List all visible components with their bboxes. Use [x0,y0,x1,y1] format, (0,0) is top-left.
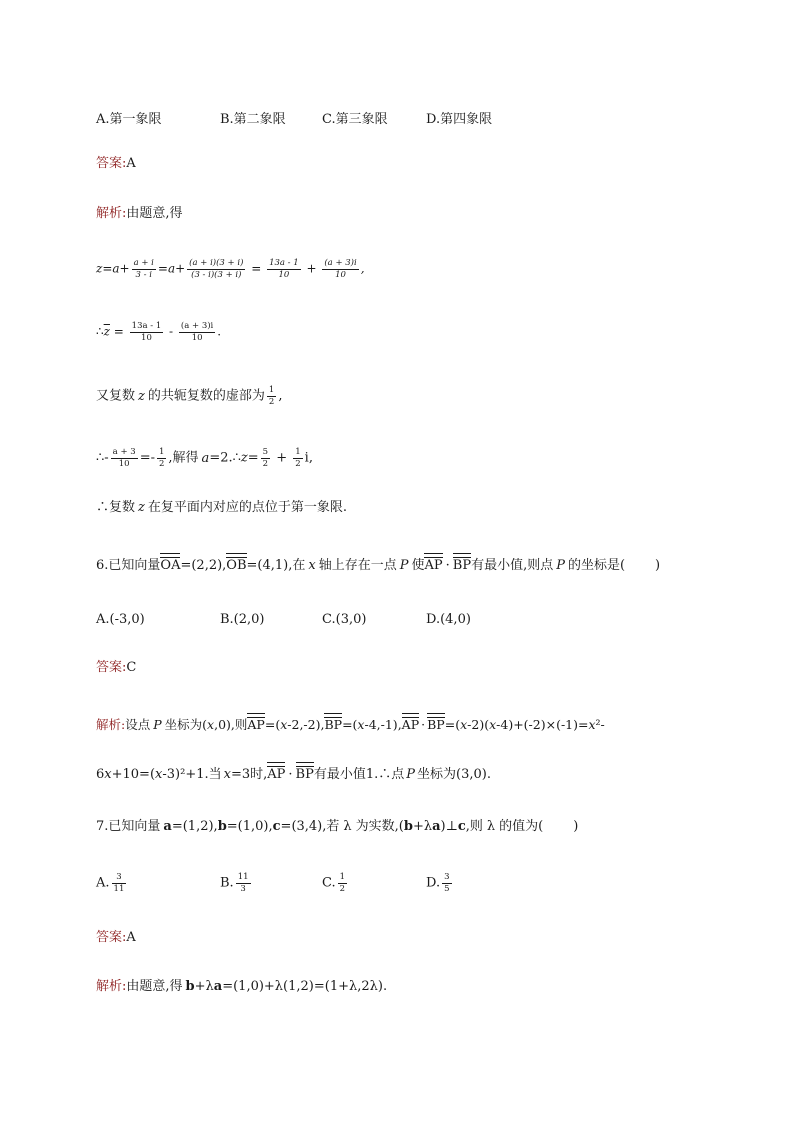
analysis-label: 解析: [96,717,126,732]
dot-op: · [445,558,450,573]
vector-ap: AP [401,717,420,732]
line5-text-b: 在复平面内对应的点位于第一象限. [147,500,348,515]
q6-option-b: B.(2,0) [220,612,265,627]
a2-t6: 坐标为(3,0). [417,767,491,782]
line4-text-a: ,解得 [168,450,199,466]
eq1-plus: + [302,261,321,276]
a1-t2: 坐标为( [164,717,208,732]
q7-t9: 的值为( [499,819,544,834]
q6-analysis-line1 [96,719,605,732]
a2-t3: -3)²+1.当 [162,767,222,782]
dot-op: · [288,767,293,782]
frac-den: 2 [262,458,269,469]
eq2-frac1 [130,321,164,343]
q6-t6: 的坐标是( [567,558,626,573]
frac-num: (a + 3)i [324,258,357,268]
var-lambda: λ [486,819,496,834]
q6-answer-line [96,661,136,674]
q7-answer-line [96,931,136,944]
q7-t8: ,则 [465,819,483,834]
frac-num: 3 [112,872,127,884]
q7a-t1: 由题意,得 [126,979,183,994]
line4-eq2: = [247,450,259,466]
q5-analysis-line [96,207,183,220]
answer-label: 答案: [96,660,127,675]
q7-option-a [96,872,128,894]
q5-line5 [96,501,347,514]
frac-num: 1 [268,385,275,395]
frac-den: 10 [335,269,346,280]
option-label: D. [426,875,441,891]
vector-bp: BP [452,558,472,573]
q7-option-d [426,872,454,894]
frac-num: 1 [339,872,346,882]
vector-a: a [432,819,441,834]
vector-b: b [403,819,413,834]
var-x: x [104,767,112,782]
vector-ob: OB [226,558,247,573]
frac-den: 2 [339,883,346,894]
q7-t1: 7.已知向量 [96,819,161,834]
analysis-label: 解析: [96,206,127,221]
vector-c: c [457,819,466,834]
vector-a: a [163,819,172,834]
q7-option-c [322,872,349,894]
var-z: z [138,500,145,515]
a1-t1: 设点 [125,717,151,732]
frac-den: 3 - i [135,269,152,280]
q6-t2: =(4,1),在 [246,558,306,573]
q7-t2: =(1,2), [171,819,218,834]
vector-bp: BP [295,767,314,782]
q6-t1: =(2,2), [180,558,227,573]
eq1-frac3 [267,258,301,280]
line4-frac4 [293,447,302,469]
q5-analysis-intro: 由题意,得 [126,206,183,221]
q7-option-b [220,872,253,894]
q7-t5: 为实数,( [355,819,404,834]
vector-ap: AP [424,558,443,573]
frac-num: 13a - 1 [131,321,162,331]
eq1-frac2 [187,258,245,280]
frac-den: 2 [158,458,165,469]
answer-label: 答案: [96,930,127,945]
a2-t2: +10=( [111,767,156,782]
a1-t9: -2)( [467,717,490,732]
frac-num: 13a - 1 [269,258,299,268]
a2-t1: 6 [96,767,105,782]
line5-text-a: ∴复数 [96,500,136,515]
q7-t4: =(3,4),若 [280,819,340,834]
var-x: x [280,717,288,732]
eq2-end: . [217,324,222,339]
var-x: x [588,717,596,732]
eq1-mid: =a+ [157,261,186,276]
var-a: a [201,450,210,466]
a1-t6: =( [342,717,358,732]
q6-option-a: A.(-3,0) [96,612,145,627]
q7-stem [96,820,578,833]
option-frac [442,872,451,894]
answer-label: 答案: [96,156,127,171]
a2-t5: 有最小值1.∴点 [313,767,405,782]
var-z: z [240,450,248,466]
var-p: P [153,717,162,732]
frac-num: a + i [133,258,154,268]
frac-den: 3 [240,883,246,894]
a1-t10: -4)+(-2)×(-1)= [496,717,589,732]
option-frac [112,872,127,894]
frac-num: a + 3 [112,447,136,457]
q6-stem [96,559,660,572]
q5-line4 [96,447,313,469]
frac-num: 3 [444,872,450,882]
var-x: x [357,717,365,732]
vector-ap: AP [267,767,286,782]
q5-eq2 [96,321,221,343]
analysis-label: 解析: [96,979,127,994]
q6-t7: ) [655,558,661,573]
var-x: x [489,717,497,732]
frac-den: 10 [118,458,130,469]
vector-b: b [185,979,195,994]
eq2-minus: - [165,324,177,339]
vector-c: c [272,819,281,834]
var-x: x [223,767,231,782]
q7-analysis-line1 [96,980,387,993]
var-x: x [207,717,215,732]
frac-num: 1 [295,447,301,457]
dot-op: · [421,717,426,732]
q6-option-d: D.(4,0) [426,612,471,627]
option-label: B. [220,875,234,891]
q6-analysis-line2 [96,768,491,781]
option-frac [338,872,347,894]
var-z: z [138,388,145,404]
line3-frac [267,385,276,407]
line4-frac1 [111,447,138,469]
frac-den: 2 [268,396,275,407]
q7-t3: =(1,0), [226,819,273,834]
eq1-eq: = [247,261,266,276]
q7-answer: A [126,930,136,945]
q6-option-c: C.(3,0) [322,612,367,627]
line3-end: , [278,388,283,404]
option-label: C. [322,875,336,891]
frac-den: 10 [141,332,152,343]
q5-option-b: B.第二象限 [220,112,286,127]
frac-num: 1 [158,447,165,457]
q6-t5: 有最小值,则点 [471,558,554,573]
a1-t3: ,0),则 [214,717,248,732]
frac-num: (a + i)(3 + i) [189,258,244,268]
q5-option-c: C.第三象限 [322,112,388,127]
frac-den: 10 [191,332,203,343]
frac-den: (3 - i)(3 + i) [191,269,242,280]
option-frac [236,872,251,894]
line3-text-b: 的共轭复数的虚部为 [147,388,265,404]
option-label: A. [96,875,110,891]
a1-t5: -2,-2), [287,717,325,732]
line4-frac3 [261,447,270,469]
eq2-frac2 [179,321,215,343]
z-conjugate: $\overline{z}$ [103,324,110,339]
a1-t7: -4,-1), [364,717,402,732]
eq1-frac1 [132,258,156,280]
q5-answer: A [126,156,136,171]
var-x: x [460,717,468,732]
eq1-lhs: z=a+ [96,261,130,276]
var-p: P [556,558,565,573]
frac-den: 5 [444,883,450,894]
var-x: x [308,558,316,573]
var-lambda: λ [343,819,352,834]
line4-eq: =- [139,450,155,466]
var-p: P [406,767,416,782]
var-x: x [155,767,163,782]
vector-b: b [217,819,227,834]
line4-frac2 [157,447,166,469]
q5-option-a: A.第一象限 [96,112,162,127]
frac-num: 11 [237,872,249,882]
a1-t11: ²- [595,717,605,732]
therefore: ∴ [96,324,104,339]
q7a-t2: +λ [194,979,214,994]
frac-num: (a + 3)i [180,321,214,331]
vector-ap: AP [247,717,265,732]
line4-text-b: =2.∴ [209,450,241,466]
q5-eq1 [96,258,365,280]
frac-den: 10 [278,269,290,280]
line4-plus: + [272,450,292,466]
line4-i: i, [304,450,313,466]
q6-t3: 轴上存在一点 [318,558,397,573]
q7-t10: ) [573,819,579,834]
vector-a: a [213,979,223,994]
frac-den: 11 [113,883,125,894]
q5-answer-line [96,157,136,170]
var-p: P [399,558,409,573]
vector-oa: OA [160,558,181,573]
q6-answer: C [126,660,137,675]
q6-t4: 使 [411,558,425,573]
vector-bp: BP [427,717,445,732]
a1-t4: =( [264,717,281,732]
q5-option-d: D.第四象限 [426,112,493,127]
q7-t6: +λ [412,819,433,834]
frac-num: 5 [262,447,269,457]
line4-prefix: ∴- [96,450,109,466]
line3-text-a: 又复数 [96,388,136,404]
eq1-frac4 [322,258,358,280]
vector-bp: BP [324,717,343,732]
eq2-eq: = [109,324,128,339]
eq1-end: , [360,261,365,276]
frac-den: 2 [295,458,301,469]
q7-t7: )⊥ [440,819,458,834]
a2-t4: =3时, [230,767,268,782]
q6-number: 6.已知向量 [96,558,161,573]
a1-t8: =( [444,717,461,732]
q5-line3 [96,385,282,407]
q7a-t3: =(1,0)+λ(1,2)=(1+λ,2λ). [222,979,388,994]
